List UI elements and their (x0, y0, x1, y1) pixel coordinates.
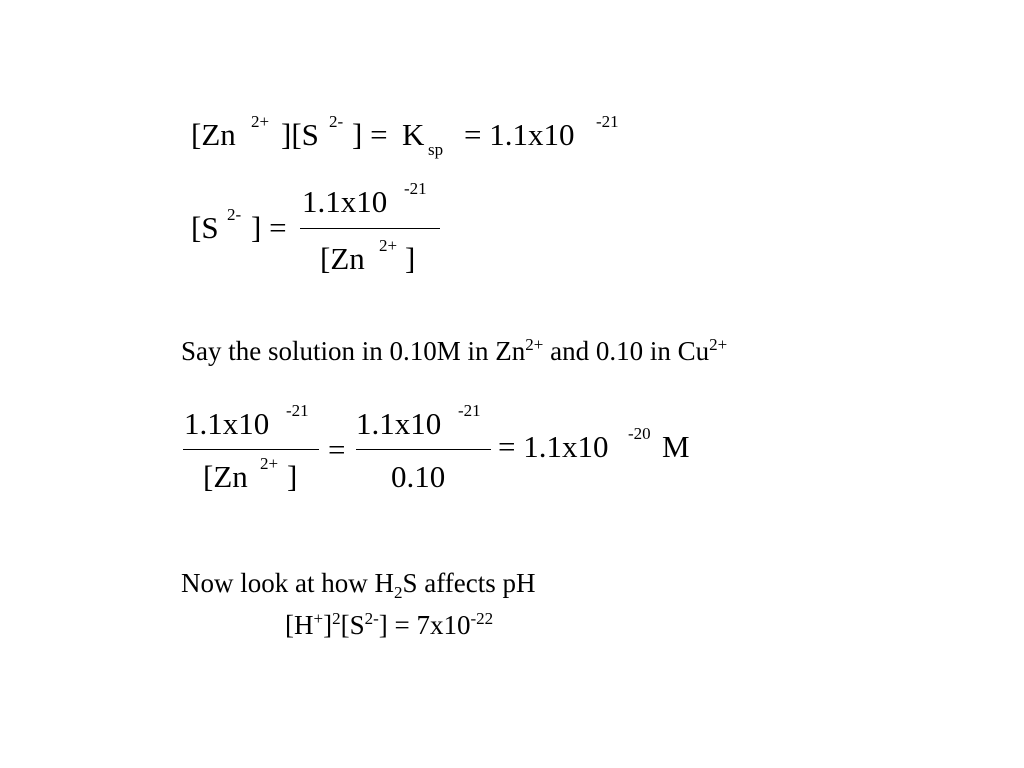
numerator-2-exponent: -21 (458, 401, 481, 420)
h2-subscript: 2 (393, 583, 403, 602)
equals-sign: = (328, 432, 346, 467)
denominator-1-close: ] (287, 459, 298, 494)
result-exponent: -20 (628, 424, 651, 443)
close-equals: ] = (251, 210, 287, 245)
h-close: ] (323, 610, 333, 640)
h-bracket: [H (285, 610, 314, 640)
zn-bracket: [Zn (191, 117, 236, 152)
sulfide-charge: 2- (329, 112, 344, 131)
statement-part1: Say the solution in 0.10M in Zn (181, 336, 526, 366)
h2s-equilibrium (285, 609, 494, 640)
denominator-1-bracket: [Zn (203, 459, 248, 494)
cu-charge: 2+ (709, 335, 728, 354)
numerator-1-exponent: -21 (286, 401, 309, 420)
zn-charge: 2+ (525, 335, 544, 354)
h2s-text-b: S affects pH (402, 568, 536, 598)
h2s-text-a: Now look at how H (181, 568, 394, 598)
ksp-k: K (402, 117, 425, 152)
numerator-1: 1.1x10 (184, 406, 270, 441)
denominator-1-charge: 2+ (260, 454, 279, 473)
sulfide-bracket: [S (191, 210, 219, 245)
zn-charge: 2+ (251, 112, 270, 131)
denominator-2: 0.10 (391, 459, 446, 494)
numerator-2: 1.1x10 (356, 406, 442, 441)
ksp-value: = 1.1x10 (464, 117, 575, 152)
equilibrium-exponent: -22 (470, 609, 494, 628)
solution-statement (181, 335, 728, 366)
fraction-bar-2 (356, 449, 491, 450)
fraction-bar (300, 228, 440, 229)
equilibrium-value: ] = 7x10 (378, 610, 471, 640)
ksp-exponent: -21 (596, 112, 619, 131)
h-power: 2 (332, 609, 341, 628)
h-charge: + (313, 609, 324, 628)
result-value: = 1.1x10 (498, 429, 609, 464)
numerator: 1.1x10 (302, 184, 388, 219)
result-unit: M (662, 429, 690, 464)
numerator-exponent: -21 (404, 179, 427, 198)
sulfide-bracket: [S (340, 610, 365, 640)
sulfide-bracket: ][S (281, 117, 319, 152)
statement-part2: and 0.10 in Cu (543, 336, 710, 366)
denominator-charge: 2+ (379, 236, 398, 255)
sulfide-charge: 2- (364, 609, 379, 628)
fraction-bar-1 (183, 449, 319, 450)
sulfide-charge: 2- (227, 205, 242, 224)
ksp-subscript: sp (428, 140, 444, 159)
h2s-statement (181, 568, 536, 602)
denominator-bracket: [Zn (320, 241, 365, 276)
denominator-close: ] (405, 241, 416, 276)
close-equals: ] = (352, 117, 388, 152)
